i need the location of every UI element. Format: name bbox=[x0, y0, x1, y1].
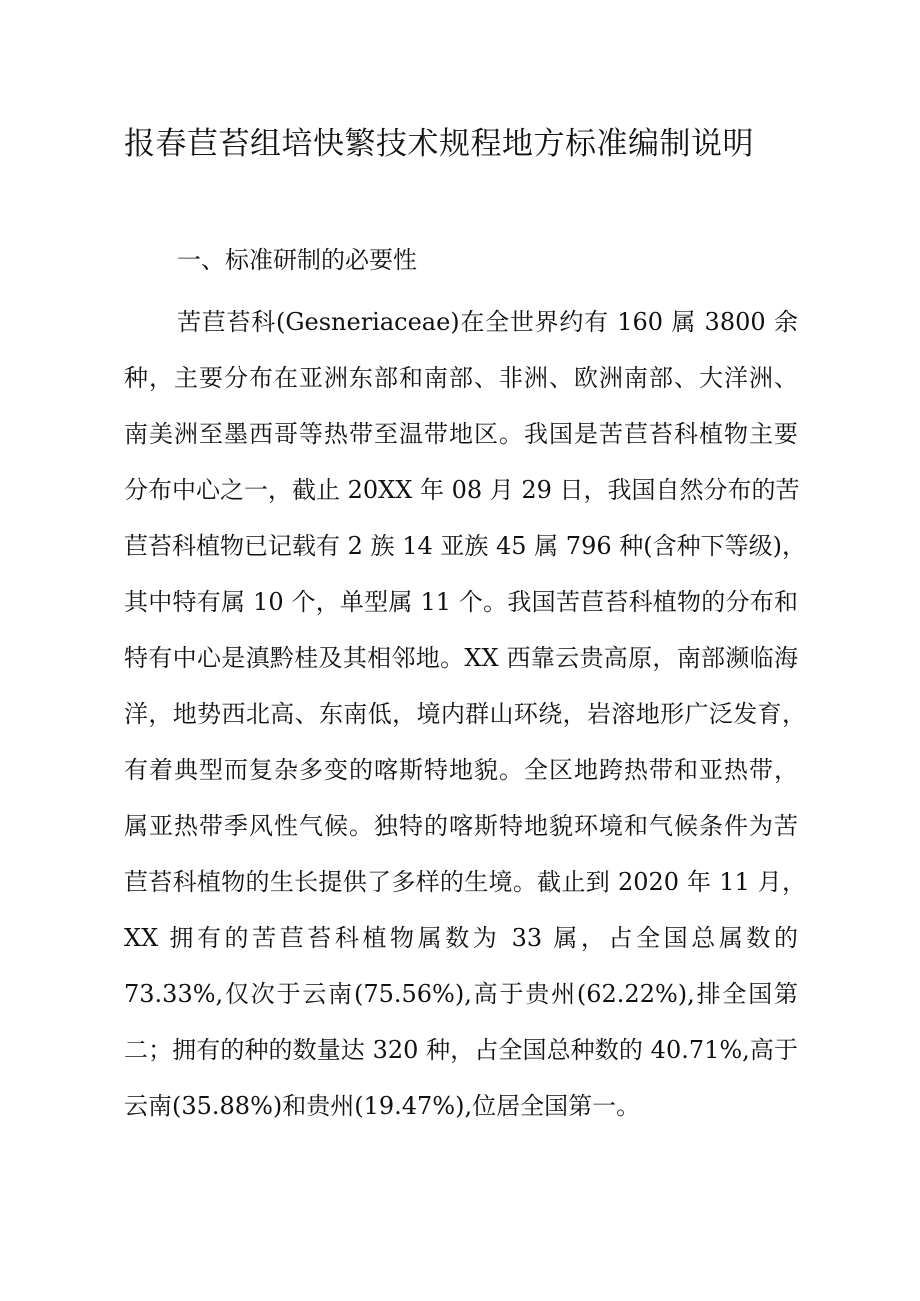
paragraph-line: 云南(35.88%)和贵州(19.47%),位居全国第一。 bbox=[124, 1092, 641, 1120]
paragraph-line: 二；拥有的种的数量达 320 种，占全国总种数的 40.71%,高于 bbox=[124, 1036, 798, 1064]
paragraph-line: 其中特有属 10 个，单型属 11 个。我国苦苣苔科植物的分布和 bbox=[124, 588, 798, 616]
paragraph-line: 属亚热带季风性气候。独特的喀斯特地貌环境和气候条件为苦 bbox=[124, 812, 798, 840]
paragraph-line: 种，主要分布在亚洲东部和南部、非洲、欧洲南部、大洋洲、 bbox=[124, 364, 798, 392]
paragraph-line: 特有中心是滇黔桂及其相邻地。XX 西靠云贵高原，南部濒临海 bbox=[124, 644, 798, 672]
paragraph-line: 有着典型而复杂多变的喀斯特地貌。全区地跨热带和亚热带， bbox=[124, 756, 798, 784]
paragraph-line: 苦苣苔科(Gesneriaceae)在全世界约有 160 属 3800 余 bbox=[177, 308, 798, 336]
document-title: 报春苣苔组培快繁技术规程地方标准编制说明 bbox=[124, 126, 754, 162]
paragraph-line: 分布中心之一，截止 20XX 年 08 月 29 日，我国自然分布的苦 bbox=[124, 476, 800, 504]
paragraph-line: 73.33%,仅次于云南(75.56%),高于贵州(62.22%),排全国第 bbox=[124, 980, 798, 1008]
paragraph-line: 南美洲至墨西哥等热带至温带地区。我国是苦苣苔科植物主要 bbox=[124, 420, 798, 448]
paragraph-line: 苣苔科植物的生长提供了多样的生境。截止到 2020 年 11 月， bbox=[124, 868, 806, 896]
paragraph-line: 洋，地势西北高、东南低，境内群山环绕，岩溶地形广泛发育， bbox=[124, 700, 806, 728]
paragraph-line: XX 拥有的苦苣苔科植物属数为 33 属，占全国总属数的 bbox=[124, 924, 798, 952]
section-heading: 一、标准研制的必要性 bbox=[177, 246, 417, 274]
paragraph-line: 苣苔科植物已记载有 2 族 14 亚族 45 属 796 种(含种下等级)， bbox=[124, 532, 806, 560]
